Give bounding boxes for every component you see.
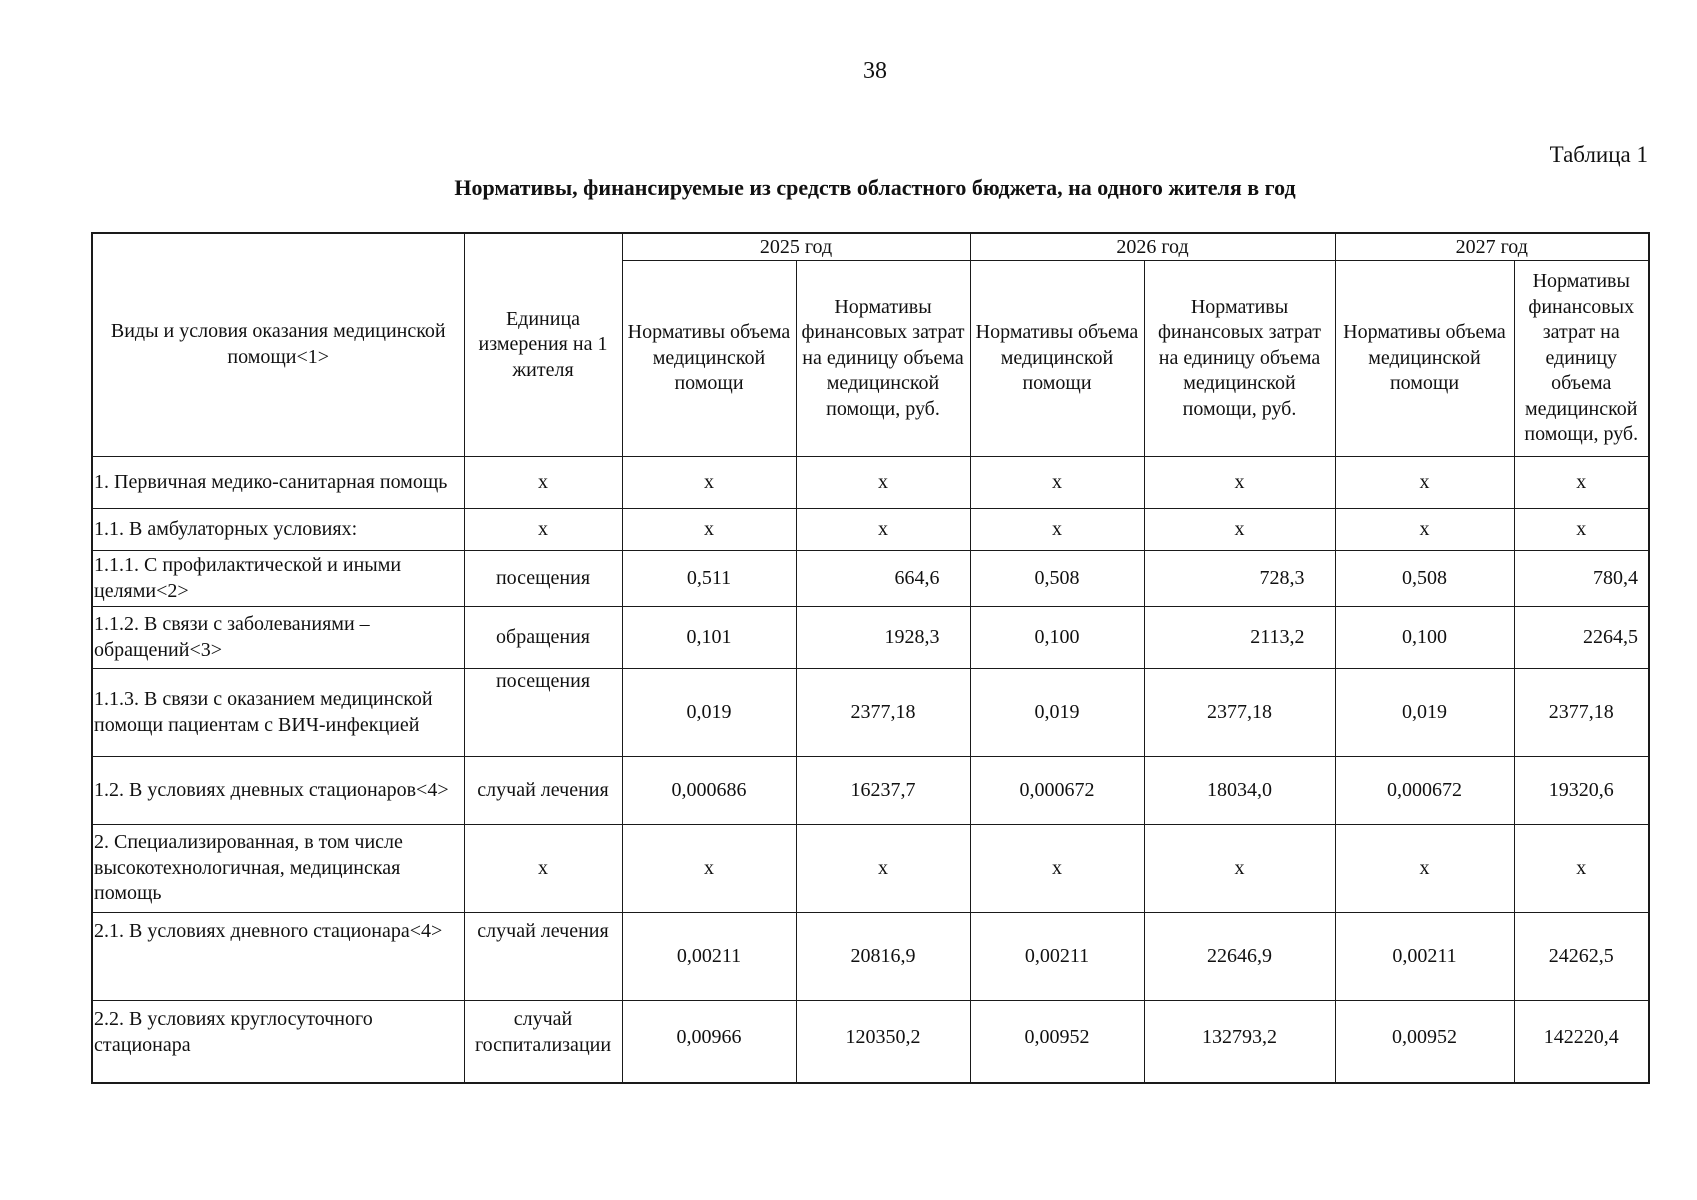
row-volume-2027: 0,019 <box>1335 669 1514 757</box>
table-row <box>92 825 1649 913</box>
row-kind: 2. Специализированная, в том числе высокотехнологичная, медицинская помощь <box>92 825 464 913</box>
header-cost-2025: Нормативы финансовых затрат на единицу объема медицинской помощи, руб. <box>796 261 970 457</box>
row-volume-2026: х <box>970 509 1144 551</box>
row-cost-2027: 19320,6 <box>1514 757 1649 825</box>
row-cost-2026: 2377,18 <box>1144 669 1335 757</box>
table-row <box>92 457 1649 509</box>
row-unit: х <box>464 509 622 551</box>
row-volume-2025: 0,00966 <box>622 1001 796 1083</box>
row-volume-2026: 0,100 <box>970 607 1144 669</box>
row-volume-2026: 0,00211 <box>970 913 1144 1001</box>
row-cost-2025: х <box>796 825 970 913</box>
row-kind: 1.1.3. В связи с оказанием медицинской помощи пациентам с ВИЧ-инфекцией <box>92 669 464 757</box>
row-volume-2025: 0,511 <box>622 551 796 607</box>
header-unit: Единица измерения на 1 жителя <box>464 233 622 457</box>
row-cost-2027: 2377,18 <box>1514 669 1649 757</box>
header-kind: Виды и условия оказания медицинской помощи<1> <box>92 233 464 457</box>
document-title: Нормативы, финансируемые из средств областного бюджета, на одного жителя в год <box>454 175 1296 200</box>
row-unit: посещения <box>464 551 622 607</box>
table-row <box>92 1001 1649 1083</box>
row-volume-2026: 0,508 <box>970 551 1144 607</box>
row-cost-2026: 2113,2 <box>1144 607 1335 669</box>
row-cost-2026: х <box>1144 457 1335 509</box>
row-volume-2026: 0,000672 <box>970 757 1144 825</box>
row-unit: посещения <box>464 669 622 757</box>
row-cost-2027: 24262,5 <box>1514 913 1649 1001</box>
header-cost-2027: Нормативы финансовых затрат на единицу объема медицинской помощи, руб. <box>1514 261 1649 457</box>
row-cost-2025: х <box>796 457 970 509</box>
row-volume-2026: х <box>970 457 1144 509</box>
row-unit: х <box>464 457 622 509</box>
row-cost-2025: 2377,18 <box>796 669 970 757</box>
row-kind: 1. Первичная медико-санитарная помощь <box>92 457 464 509</box>
row-unit: случай лечения <box>464 757 622 825</box>
row-cost-2027: х <box>1514 509 1649 551</box>
row-cost-2026: 18034,0 <box>1144 757 1335 825</box>
row-kind: 1.1. В амбулаторных условиях: <box>92 509 464 551</box>
header-volume-2027: Нормативы объема медицинской помощи <box>1335 261 1514 457</box>
row-volume-2027: х <box>1335 825 1514 913</box>
row-cost-2025: 120350,2 <box>796 1001 970 1083</box>
header-volume-2026: Нормативы объема медицинской помощи <box>970 261 1144 457</box>
row-cost-2027: 2264,5 <box>1514 607 1649 669</box>
row-volume-2025: 0,00211 <box>622 913 796 1001</box>
table-row <box>92 757 1649 825</box>
row-cost-2025: 20816,9 <box>796 913 970 1001</box>
row-cost-2027: х <box>1514 825 1649 913</box>
header-row-years <box>92 233 1649 261</box>
row-cost-2027: х <box>1514 457 1649 509</box>
header-cost-2026: Нормативы финансовых затрат на единицу объема медицинской помощи, руб. <box>1144 261 1335 457</box>
header-year-2026: 2026 год <box>970 233 1335 261</box>
row-cost-2026: 132793,2 <box>1144 1001 1335 1083</box>
table-row <box>92 669 1649 757</box>
row-kind: 2.2. В условиях круглосуточного стационара <box>92 1001 464 1083</box>
row-unit: обращения <box>464 607 622 669</box>
row-unit: случай лечения <box>464 913 622 1001</box>
header-year-2025: 2025 год <box>622 233 970 261</box>
row-kind: 1.1.2. В связи с заболеваниями – обращений<3> <box>92 607 464 669</box>
row-kind: 1.1.1. С профилактической и иными целями<2> <box>92 551 464 607</box>
row-volume-2027: х <box>1335 509 1514 551</box>
row-cost-2025: х <box>796 509 970 551</box>
row-cost-2025: 1928,3 <box>796 607 970 669</box>
row-volume-2026: 0,00952 <box>970 1001 1144 1083</box>
row-cost-2027: 780,4 <box>1514 551 1649 607</box>
row-volume-2027: 0,100 <box>1335 607 1514 669</box>
row-cost-2025: 16237,7 <box>796 757 970 825</box>
row-volume-2025: 0,101 <box>622 607 796 669</box>
row-cost-2026: 728,3 <box>1144 551 1335 607</box>
row-volume-2026: 0,019 <box>970 669 1144 757</box>
row-volume-2027: 0,508 <box>1335 551 1514 607</box>
row-volume-2027: 0,00952 <box>1335 1001 1514 1083</box>
row-cost-2027: 142220,4 <box>1514 1001 1649 1083</box>
row-cost-2025: 664,6 <box>796 551 970 607</box>
row-volume-2027: 0,00211 <box>1335 913 1514 1001</box>
row-unit: случай госпитализации <box>464 1001 622 1083</box>
table-row <box>92 551 1649 607</box>
header-volume-2025: Нормативы объема медицинской помощи <box>622 261 796 457</box>
table-row <box>92 509 1649 551</box>
page-number: 38 <box>863 58 887 84</box>
row-cost-2026: 22646,9 <box>1144 913 1335 1001</box>
row-volume-2025: х <box>622 457 796 509</box>
row-volume-2025: 0,000686 <box>622 757 796 825</box>
table-row <box>92 607 1649 669</box>
table-label: Таблица 1 <box>1549 142 1648 167</box>
norms-table <box>91 232 1650 1084</box>
row-volume-2025: х <box>622 509 796 551</box>
row-cost-2026: х <box>1144 825 1335 913</box>
row-kind: 1.2. В условиях дневных стационаров<4> <box>92 757 464 825</box>
table-row <box>92 913 1649 1001</box>
row-volume-2027: х <box>1335 457 1514 509</box>
row-kind: 2.1. В условиях дневного стационара<4> <box>92 913 464 1001</box>
row-unit: х <box>464 825 622 913</box>
row-volume-2027: 0,000672 <box>1335 757 1514 825</box>
row-volume-2025: 0,019 <box>622 669 796 757</box>
row-volume-2025: х <box>622 825 796 913</box>
row-cost-2026: х <box>1144 509 1335 551</box>
row-volume-2026: х <box>970 825 1144 913</box>
header-year-2027: 2027 год <box>1335 233 1649 261</box>
